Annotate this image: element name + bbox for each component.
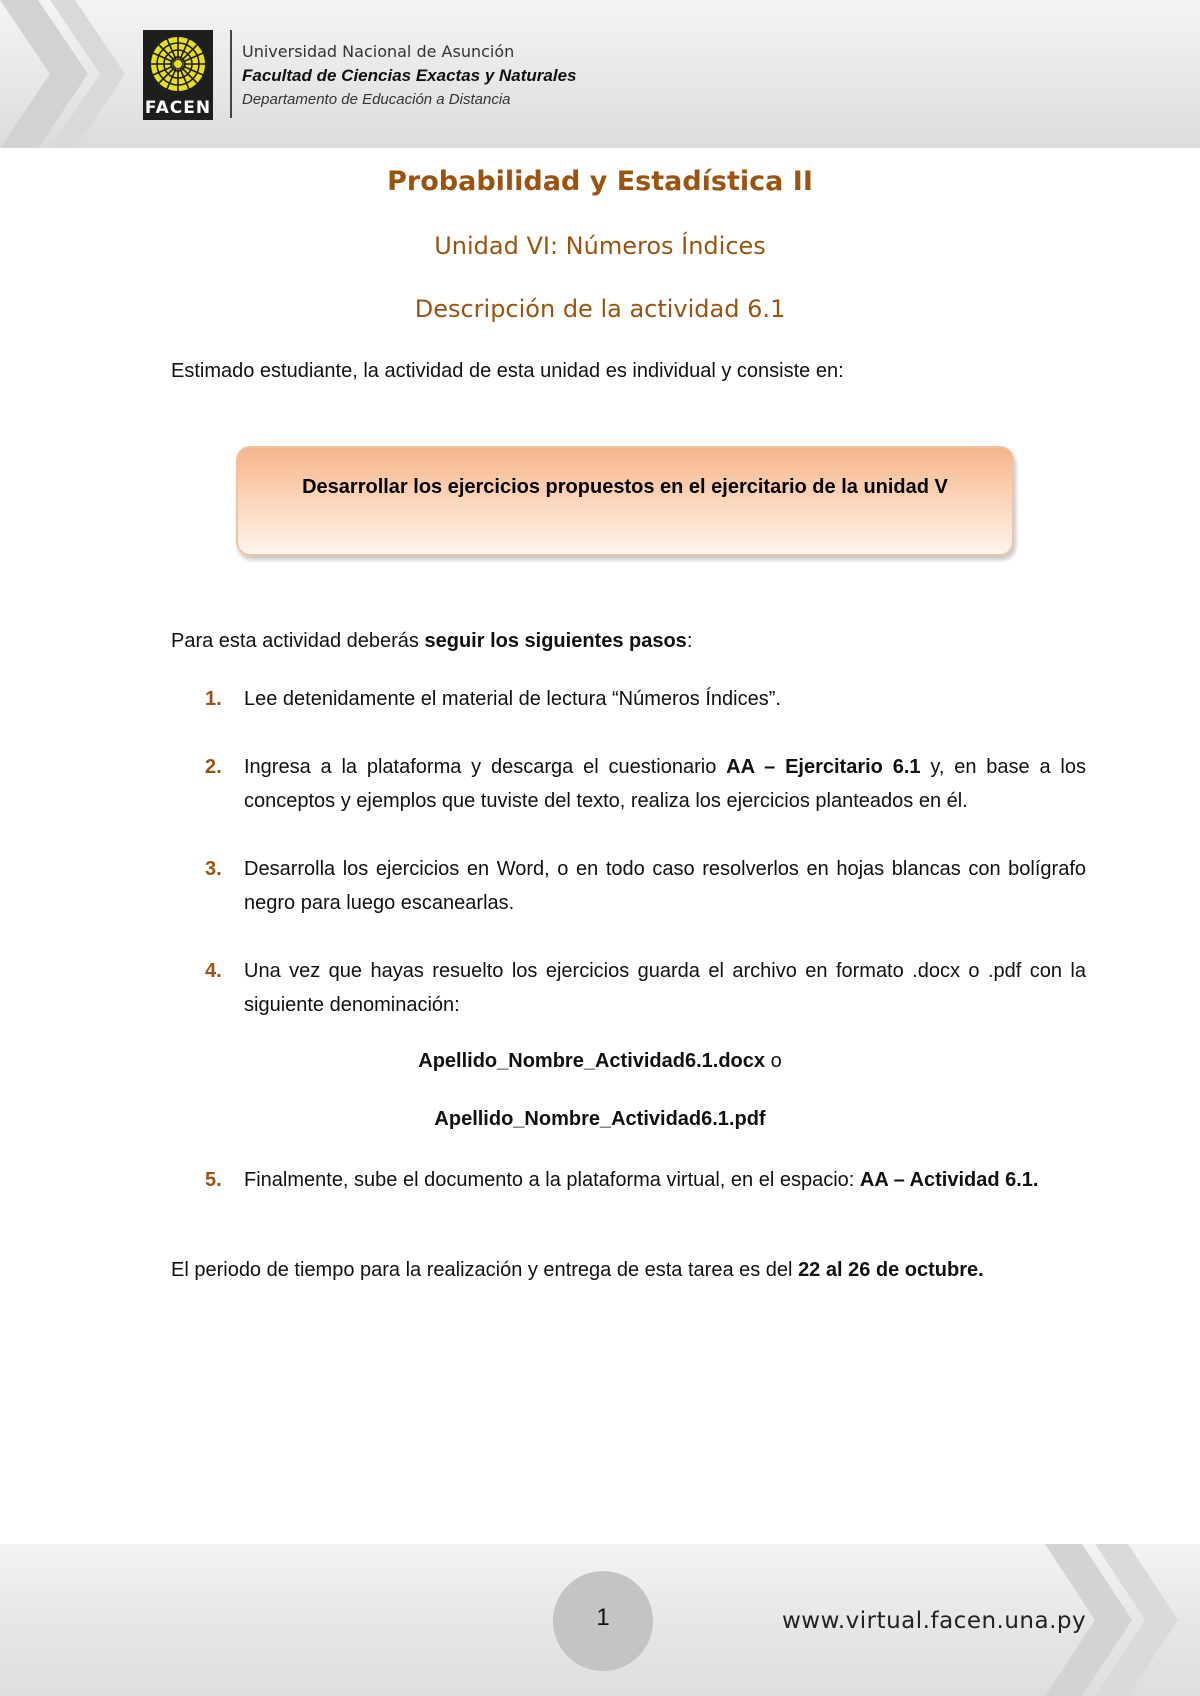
step-number: 3. xyxy=(205,858,222,880)
filename-pdf-text: Apellido_Nombre_Actividad6.1.pdf xyxy=(434,1108,766,1130)
step-item xyxy=(171,852,1086,920)
step-text: Desarrolla los ejercicios en Word, o en todo caso resolverlos en hojas blancas con bolígrafo negro para luego escanearlas. xyxy=(244,858,1086,914)
task-callout xyxy=(236,446,1014,556)
department-name: Departamento de Educación a Distancia xyxy=(242,91,511,108)
steps-intro-colon: : xyxy=(686,630,693,652)
filename-docx xyxy=(0,1050,1200,1073)
university-name: Universidad Nacional de Asunción xyxy=(242,42,515,61)
step-text-part: Ingresa a la plataforma y descarga el cuestionario xyxy=(244,756,727,778)
filename-pdf xyxy=(0,1108,1200,1131)
step-text-part: Finalmente, sube el documento a la plataforma virtual, en el espacio: xyxy=(244,1169,860,1191)
closing-text: El periodo de tiempo para la realización y entrega de esta tarea es del xyxy=(171,1259,799,1281)
step-number: 5. xyxy=(205,1169,222,1191)
step-text xyxy=(244,750,1086,818)
step-item xyxy=(171,1163,1086,1197)
filename-connector: o xyxy=(765,1050,782,1072)
task-text: Desarrollar los ejercicios propuestos en el ejercitario de la unidad V xyxy=(302,476,948,498)
chevron-decoration xyxy=(0,0,140,148)
document-title: Probabilidad y Estadística II xyxy=(387,166,813,197)
facen-logo xyxy=(143,30,213,120)
steps-intro-text: Para esta actividad deberás xyxy=(171,630,425,652)
step-item xyxy=(171,750,1086,818)
logo-wordmark: FACEN xyxy=(144,98,212,118)
filename-docx-text: Apellido_Nombre_Actividad6.1.docx xyxy=(418,1050,766,1072)
step-number: 2. xyxy=(205,756,222,778)
step-text-bold: AA – Actividad 6.1. xyxy=(859,1169,1039,1191)
step-text: Lee detenidamente el material de lectura “Números Índices”. xyxy=(244,688,781,710)
step-item xyxy=(171,682,1086,716)
activity-title: Descripción de la actividad 6.1 xyxy=(414,295,786,323)
unit-title: Unidad VI: Números Índices xyxy=(434,232,766,260)
steps-intro-bold: seguir los siguientes pasos xyxy=(424,630,687,652)
header-divider xyxy=(230,30,232,118)
step-number: 1. xyxy=(205,688,222,710)
page-header xyxy=(0,0,1200,148)
flower-logo-icon xyxy=(146,32,210,96)
step-number: 4. xyxy=(205,960,222,982)
institution-block xyxy=(242,40,762,112)
step-text-part: y, en base a los conceptos y ejemplos que tuviste del texto, realiza los ejercicios planteados en él. xyxy=(244,756,1086,812)
closing-dates: 22 al 26 de octubre. xyxy=(798,1259,984,1281)
steps-intro xyxy=(171,627,1091,655)
page-number: 1 xyxy=(596,1604,610,1631)
step-item xyxy=(171,954,1086,1022)
intro-paragraph: Estimado estudiante, la actividad de esta unidad es individual y consiste en: xyxy=(171,360,844,382)
step-text xyxy=(244,1163,1086,1197)
step-text-bold: AA – Ejercitario 6.1 xyxy=(726,756,921,778)
website-url: www.virtual.facen.una.py xyxy=(782,1608,1087,1634)
faculty-name: Facultad de Ciencias Exactas y Naturales xyxy=(242,66,577,85)
step-text: Una vez que hayas resuelto los ejercicios guarda el archivo en formato .docx o .pdf con la siguiente denominación: xyxy=(244,960,1086,1016)
closing-paragraph xyxy=(171,1256,1131,1284)
page-number-badge xyxy=(553,1571,653,1671)
chevron-decoration xyxy=(1040,1544,1200,1696)
